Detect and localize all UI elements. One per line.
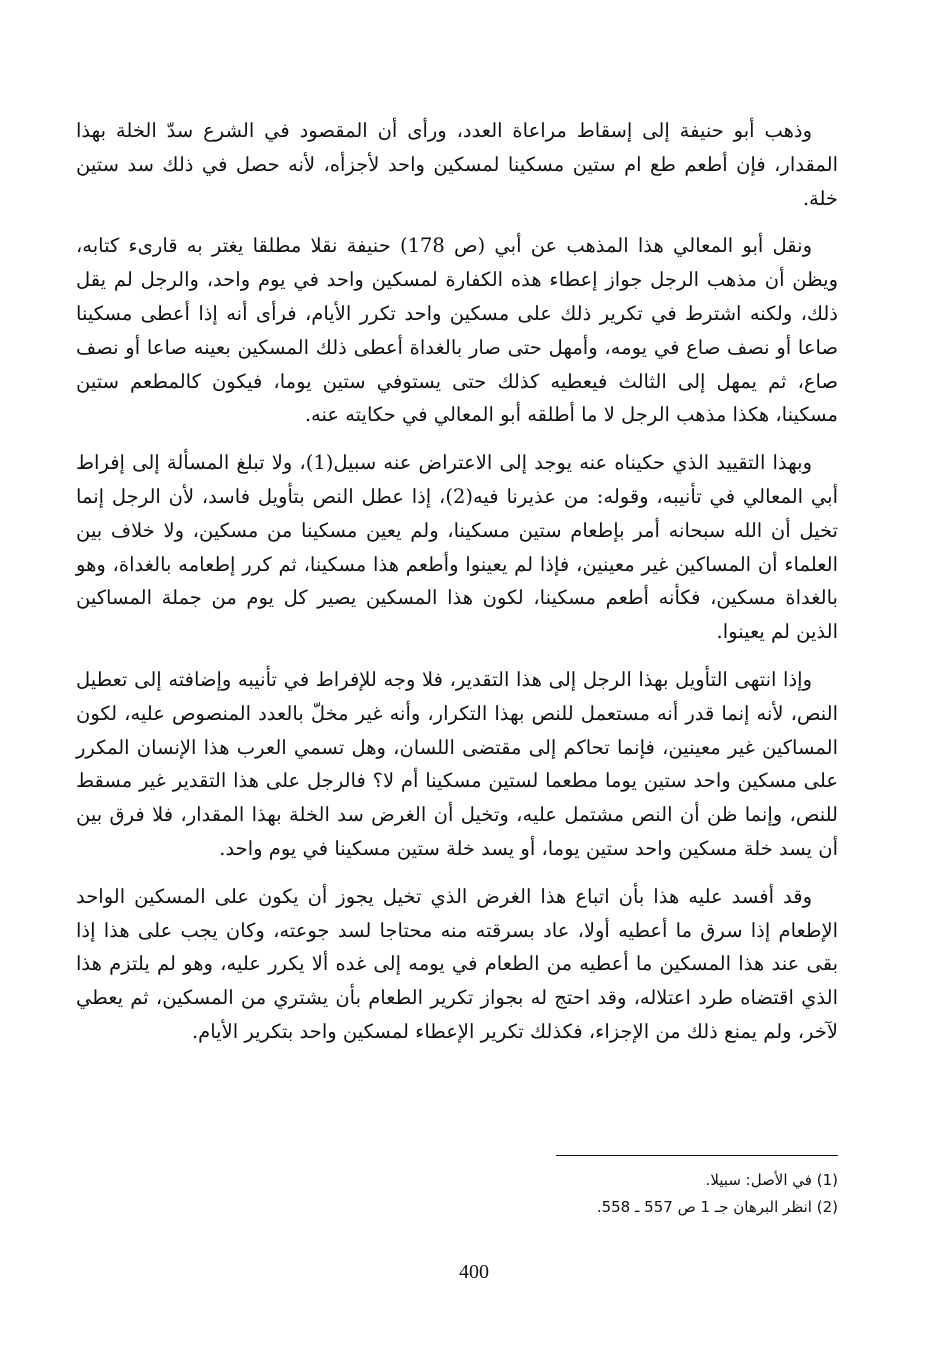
- footnote: (1) في الأصل: سبيلا.: [705, 1171, 838, 1189]
- footnote-divider: [556, 1155, 838, 1156]
- paragraph: وبهذا التقييد الذي حكيناه عنه يوجد إلى الاعتراض عنه سبيل(1)، ولا تبلغ المسألة إلى إفراط أبي المعالي في تأنيبه، وقوله: من عذيرنا فيه(2)، إذا عطل النص بتأويل فاسد، لأن الرجل إنما تخيل أن الله سبحانه أمر بإطعام ستين مسكينا، ولم يعين مسكينا من مسكين، ولا خلاف بين العلماء أن المساكين غير معينين، فإذا لم يعينوا وأطعم هذا مسكينا، ثم كرر إطعامه بالغداة، وهو بالغداة مسكين، فكأنه أطعم مسكينا، لكون هذا المسكين يصير كل يوم من جملة المساكين الذين لم يعينوا.: [76, 451, 839, 644]
- paragraph: وإذا انتهى التأويل بهذا الرجل إلى هذا التقدير، فلا وجه للإفراط في تأنيبه وإضافته إلى تعطيل النص، لأنه إنما قدر أنه مستعمل للنص بهذا التكرار، وأنه غير مخلّ بالعدد المنصوص عليه، لكون المساكين غير معينين، فإنما تحاكم إلى مقتضى اللسان، وهل تسمي العرب هذا الإنسان المكرر على مسكين واحد ستين يوما مطعما لستين مسكينا أم لا؟ فالرجل على هذا التقدير غير مسقط للنص، وإنما ظن أن النص مشتمل عليه، وتخيل أن الغرض سد الخلة بهذا المقدار، فلا فرق بين أن يسد خلة مسكين واحد ستين يوما، أو يسد خلة ستين مسكينا في يوم واحد.: [76, 667, 838, 860]
- footnotes: [278, 1167, 838, 1221]
- page-number: 400: [459, 1261, 489, 1283]
- paragraph: ونقل أبو المعالي هذا المذهب عن أبي (ص 178) حنيفة نقلا مطلقا يغتر به قارىء كتابه، ويظن أن مذهب الرجل جواز إعطاء هذه الكفارة لمسكين واحد في يوم واحد، والرجل لم يقل ذلك، ولكنه اشترط في تكرير ذلك على مسكين واحد تكرر الأيام، فرأى أنه إذا أعطى مسكينا صاعا أو نصف صاع في يومه، وأمهل حتى صار بالغداة أعطى ذلك المسكين بعينه صاعا أو نصف صاع، ثم يمهل إلى الثالث فيعطيه كذلك حتى يستوفي ستين يوما، فيكون كالمطعم ستين مسكينا، هكذا مذهب الرجل لا ما أطلقه أبو المعالي في حكايته عنه.: [76, 234, 838, 427]
- paragraph: وذهب أبو حنيفة إلى إسقاط مراعاة العدد، ورأى أن المقصود في الشرع سدّ الخلة بهذا المقدار، فإن أطعم طع ام ستين مسكينا لمسكين واحد لأجزأه، لأنه حصل في ذلك سد ستين خلة.: [76, 119, 838, 210]
- footnote: (2) انظر البرهان جـ 1 ص 557 ـ 558.: [596, 1198, 838, 1216]
- main-text: [76, 114, 838, 1049]
- paragraph: وقد أفسد عليه هذا بأن اتباع هذا الغرض الذي تخيل يجوز أن يكون على المسكين الواحد الإطعام إذا سرق ما أعطيه أولا، عاد بسرقته منه محتاجا لسد جوعته، وكان يجب على هذا إذا بقى عند هذا المسكين ما أعطيه من الطعام في يومه إلى غده ألا يكرر عليه، وهو لم يلتزم هذا الذي اقتضاه طرد اعتلاله، وقد احتج له بجواز تكرير الطعام بأن يشتري من المسكين، ثم يعطي لآخر، ولم يمنع ذلك من الإجزاء، فكذلك تكرير الإعطاء لمسكين واحد بتكرير الأيام.: [76, 884, 838, 1043]
